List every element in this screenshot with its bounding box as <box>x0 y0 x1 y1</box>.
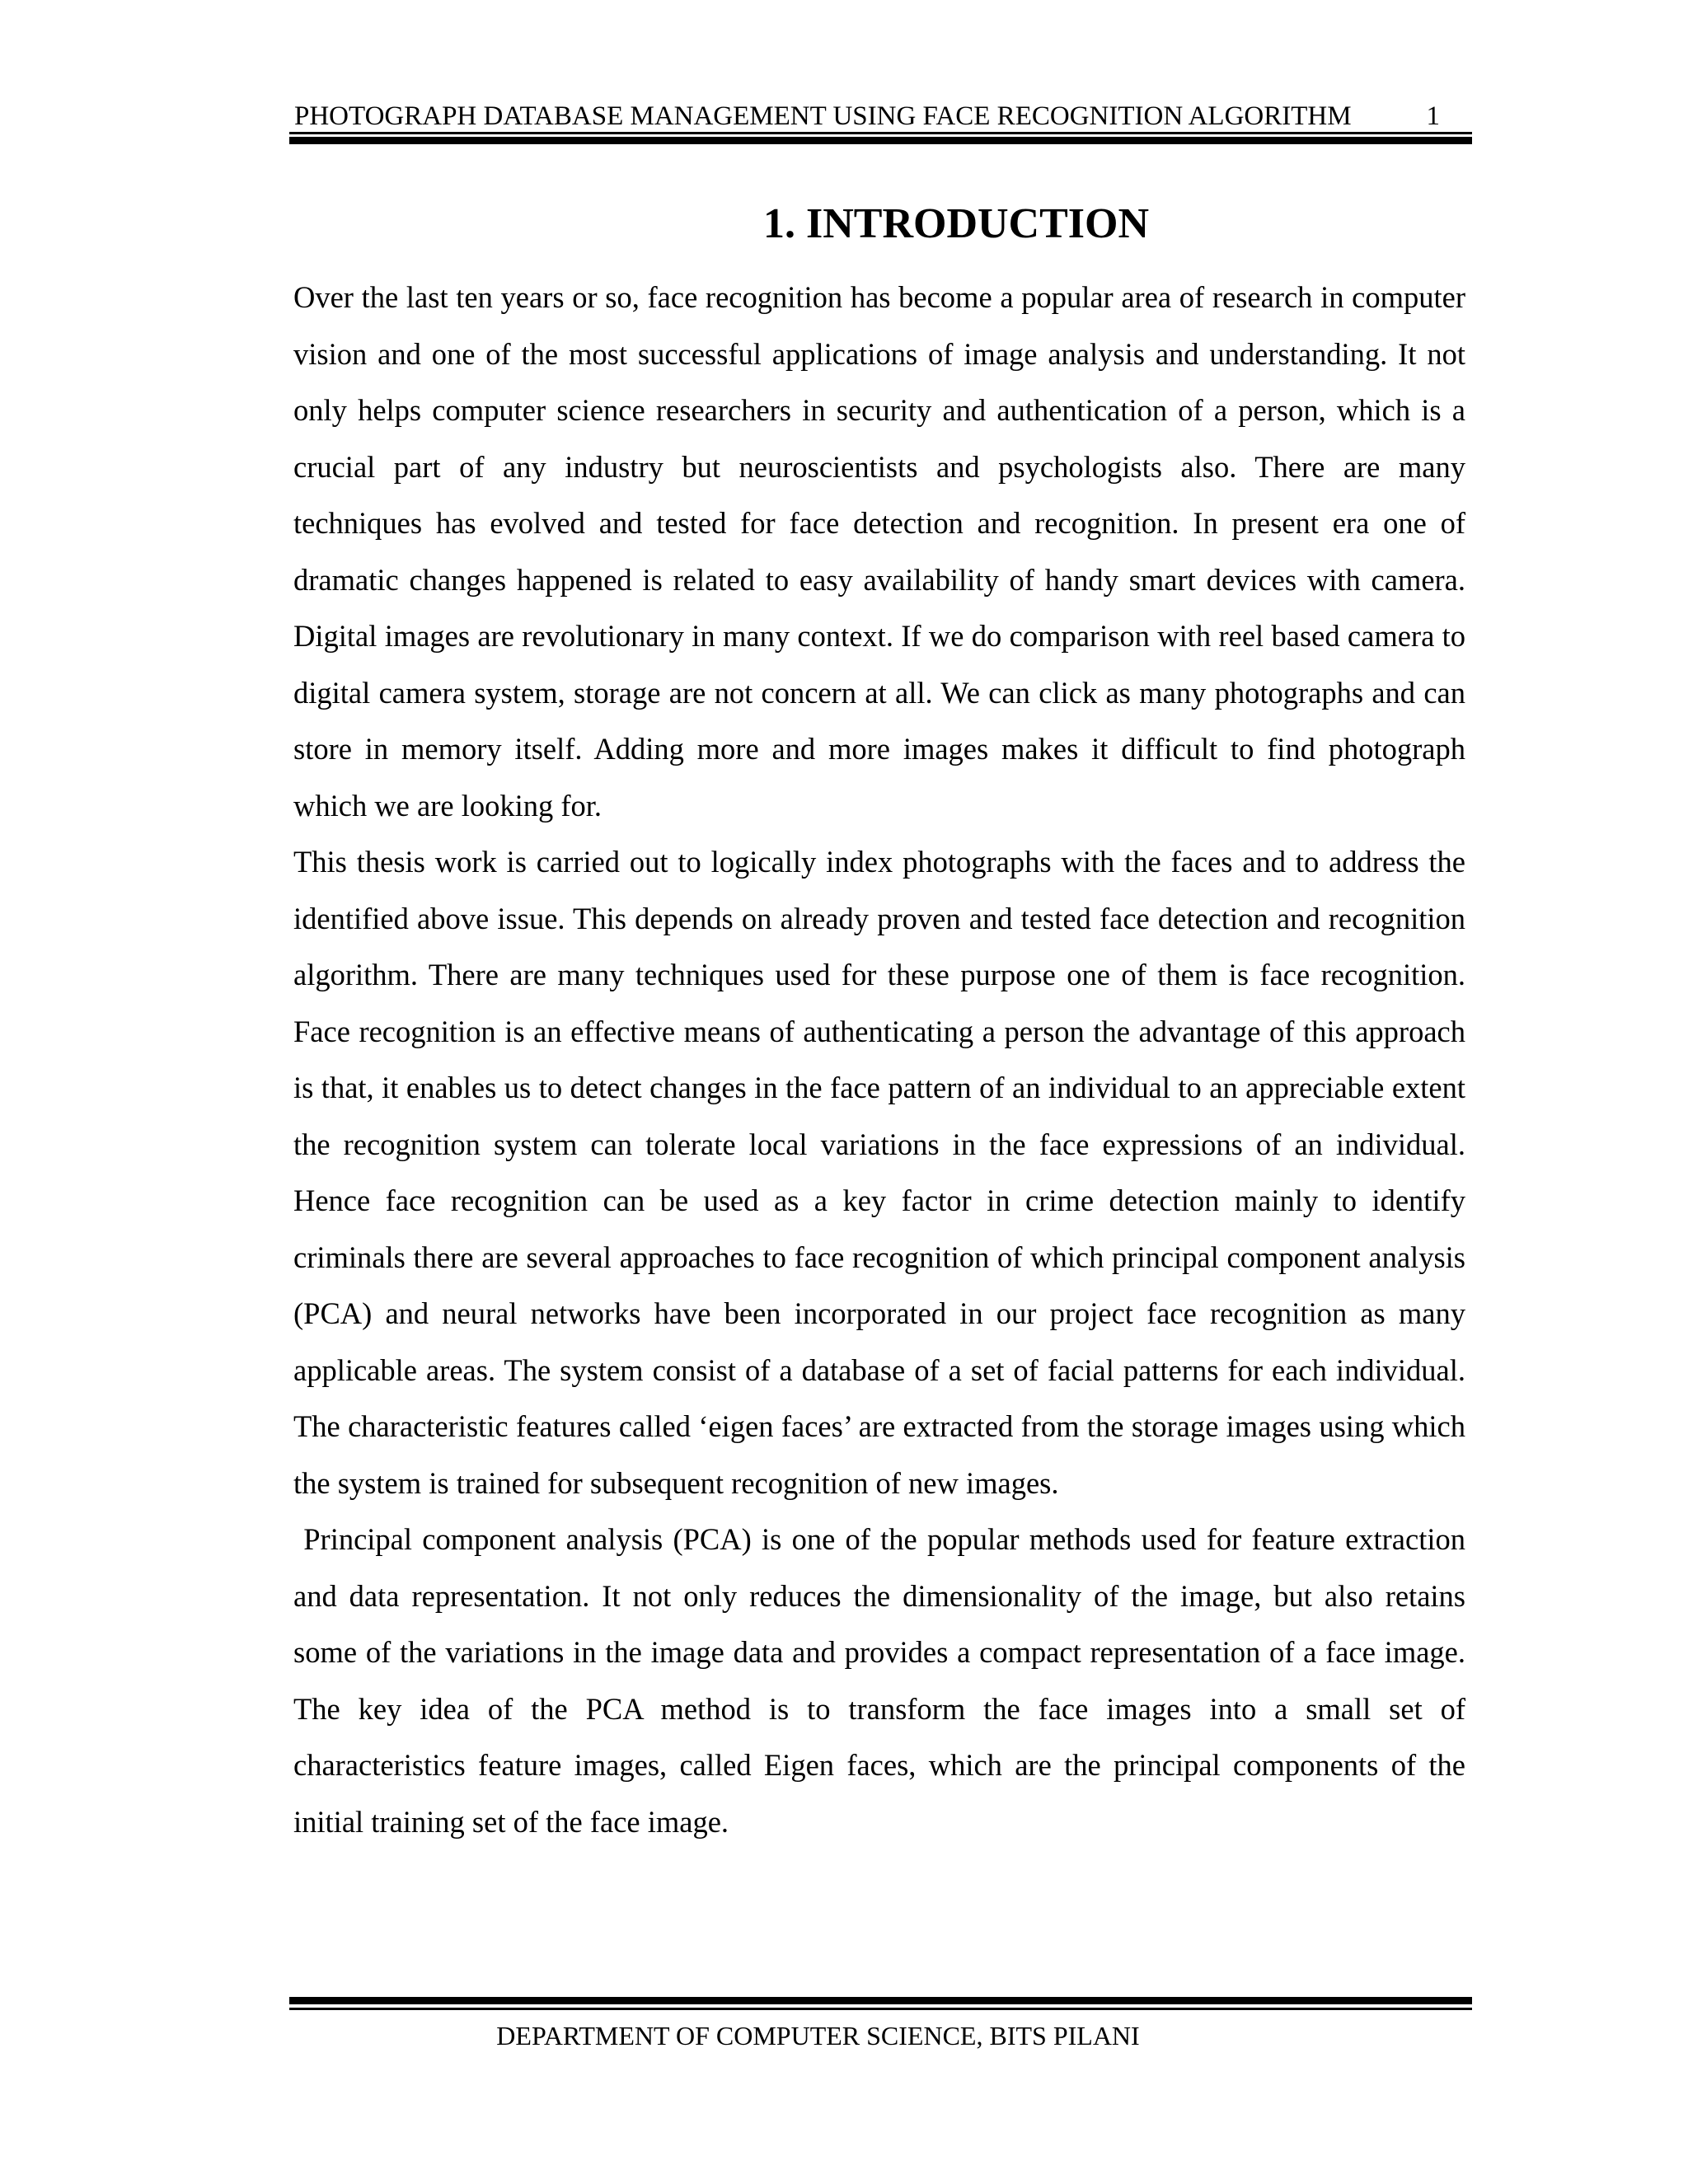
footer-rule-thin <box>289 2008 1472 2010</box>
header-title: PHOTOGRAPH DATABASE MANAGEMENT USING FACE RECOGNITION ALGORITHM <box>294 101 1352 131</box>
running-footer <box>289 2016 1472 2055</box>
paragraph-3: Principal component analysis (PCA) is one of the popular methods used for feature extraction and data representation. It not only reduces the dimensionality of the image, but also retains some of the variations in the image data and provides a compact representation of a face image. The key idea of the PCA method is to transform the face images into a small set of characteristics feature images, called Eigen faces, which are the principal components of the initial training set of the face image. <box>293 1522 1474 1839</box>
header-rule-thick <box>289 137 1472 144</box>
chapter-heading-text: 1. INTRODUCTION <box>762 200 1150 247</box>
body-text <box>293 269 1474 1850</box>
footer-rule-thick <box>289 1997 1472 2004</box>
paragraph-1: Over the last ten years or so, face recognition has become a popular area of research in computer vision and one of the most successful applications of image analysis and understanding. It not only helps computer science researchers in security and authentication of a person, which is a crucial part of any industry but neuroscientists and psychologists also. There are many techniques has evolved and tested for face detection and recognition. In present era one of dramatic changes happened is related to easy availability of handy smart devices with camera. Digital images are revolutionary in many context. If we do comparison with reel based camera to digital camera system, storage are not concern at all. We can click as many photographs and can store in memory itself. Adding more and more images makes it difficult to find photograph which we are looking for. <box>293 280 1465 823</box>
footer-text: DEPARTMENT OF COMPUTER SCIENCE, BITS PILANI <box>496 2021 1140 2050</box>
page-number: 1 <box>1426 101 1440 131</box>
chapter-heading <box>293 191 1471 257</box>
header-rule-thin <box>289 132 1472 134</box>
paragraph-2: This thesis work is carried out to logically index photographs with the faces and to address the identified above issue. This depends on already proven and tested face detection and recognition algorithm. There are many techniques used for these purpose one of them is face recognition. Face recognition is an effective means of authenticating a person the advantage of this approach is that, it enables us to detect changes in the face pattern of an individual to an appreciable extent the recognition system can tolerate local variations in the face expressions of an individual. Hence face recognition can be used as a key factor in crime detection mainly to identify criminals there are several approaches to face recognition of which principal component analysis (PCA) and neural networks have been incorporated in our project face recognition as many applicable areas. The system consist of a database of a set of facial patterns for each individual. The characteristic features called ‘eigen faces’ are extracted from the storage images using which the system is trained for subsequent recognition of new images. <box>293 845 1465 1500</box>
